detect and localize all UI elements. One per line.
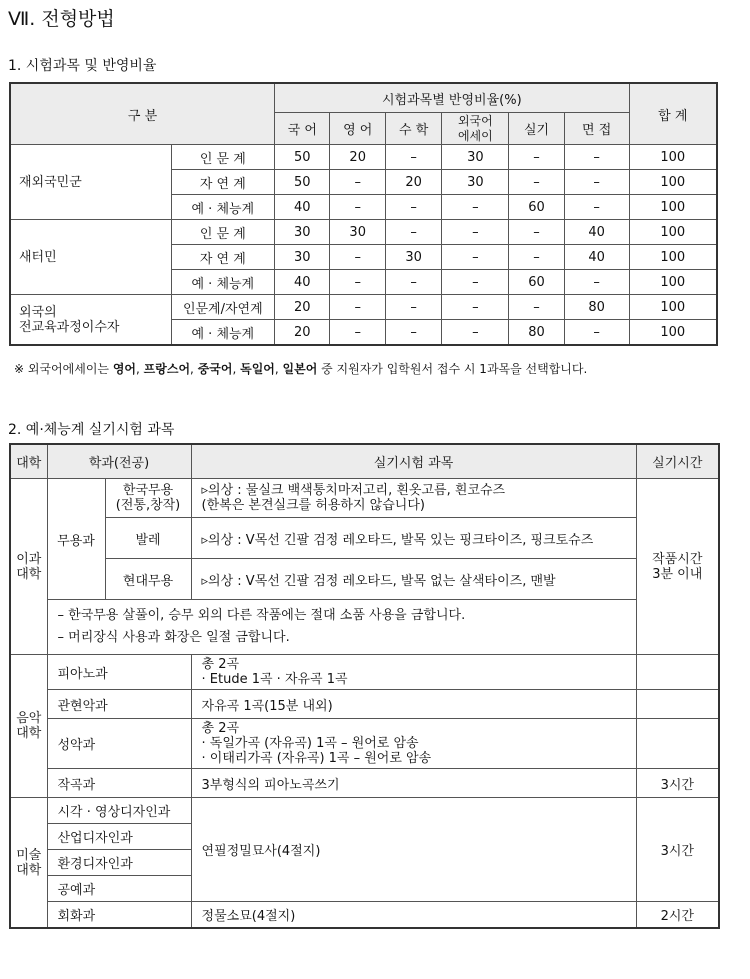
ratio-cell: – <box>330 320 385 346</box>
header-subject: 실기시험 과목 <box>191 444 636 479</box>
track-cell: 예 · 체능계 <box>171 195 275 220</box>
total-cell: 100 <box>629 170 717 195</box>
header-total: 합 계 <box>629 83 717 145</box>
total-cell: 100 <box>629 195 717 220</box>
ratio-cell: – <box>385 270 441 295</box>
ratio-cell: – <box>509 145 564 170</box>
ratio-cell: 40 <box>564 220 629 245</box>
ratio-cell: – <box>442 195 509 220</box>
ratio-cell: 30 <box>275 245 330 270</box>
ratio-cell: 80 <box>564 295 629 320</box>
track-cell: 예 · 체능계 <box>171 320 275 346</box>
header-ratio: 시험과목별 반영비율(%) <box>275 83 630 113</box>
dance-notes: – 한국무용 살풀이, 승무 외의 다른 작품에는 절대 소품 사용을 금합니다. – 머리장식 사용과 화장은 일절 금합니다. <box>47 600 636 655</box>
dept-cell: 공예과 <box>47 876 191 902</box>
ratio-cell: 20 <box>275 320 330 346</box>
track-cell: 자 연 계 <box>171 170 275 195</box>
subject-cell: 총 2곡 · 독일가곡 (자유곡) 1곡 – 원어로 암송 · 이태리가곡 (자유곡) 1곡 – 원어로 암송 <box>191 719 636 769</box>
ratio-cell: – <box>564 170 629 195</box>
ratio-cell: 40 <box>275 270 330 295</box>
group-cell: 재외국민군 <box>10 145 171 220</box>
costume-cell: ▹의상 : V목선 긴팔 검정 레오타드, 발목 없는 살색타이즈, 맨발 <box>191 559 636 600</box>
ratio-table <box>9 82 718 346</box>
dept-cell: 작곡과 <box>47 769 191 798</box>
time-cell: 3시간 <box>636 798 719 902</box>
track-cell: 인 문 계 <box>171 220 275 245</box>
ratio-cell: – <box>564 320 629 346</box>
ratio-cell: – <box>330 270 385 295</box>
dept-cell: 환경디자인과 <box>47 850 191 876</box>
note-text: ※ 외국어에세이는 <box>14 362 113 376</box>
ratio-cell: – <box>442 320 509 346</box>
time-cell <box>636 690 719 719</box>
note-separator: , <box>274 362 283 376</box>
subject-cell: 3부형식의 피아노곡쓰기 <box>191 769 636 798</box>
ratio-cell: – <box>564 195 629 220</box>
ratio-cell: 30 <box>385 245 441 270</box>
track-cell: 인 문 계 <box>171 145 275 170</box>
group-cell: 외국의 전교육과정이수자 <box>10 295 171 346</box>
header-time: 실기시간 <box>636 444 719 479</box>
ratio-cell: – <box>330 170 385 195</box>
ratio-cell: – <box>509 220 564 245</box>
note-language: 프랑스어 <box>143 362 191 376</box>
ratio-cell: – <box>442 245 509 270</box>
header-subject: 국 어 <box>275 113 330 145</box>
time-cell <box>636 655 719 690</box>
practical-exam-table <box>9 443 720 929</box>
essay-note <box>14 360 587 377</box>
ratio-cell: 40 <box>275 195 330 220</box>
section1-heading: 1. 시험과목 및 반영비율 <box>8 58 157 74</box>
major-cell: 발레 <box>105 518 191 559</box>
ratio-cell: 60 <box>509 195 564 220</box>
track-cell: 예 · 체능계 <box>171 270 275 295</box>
ratio-cell: – <box>509 170 564 195</box>
major-cell: 한국무용 (전통,창작) <box>105 479 191 518</box>
ratio-cell: 20 <box>385 170 441 195</box>
time-cell <box>636 719 719 769</box>
header-subject: 실기 <box>509 113 564 145</box>
costume-cell: ▹의상 : 물실크 백색통치마저고리, 흰옷고름, 흰코슈즈 (한복은 본견실크를 허용하지 않습니다) <box>191 479 636 518</box>
ratio-cell: – <box>564 270 629 295</box>
dept-cell: 무용과 <box>47 479 105 600</box>
subject-cell: 정물소묘(4절지) <box>191 902 636 929</box>
ratio-cell: – <box>442 220 509 245</box>
time-cell: 3시간 <box>636 769 719 798</box>
ratio-cell: – <box>330 245 385 270</box>
header-subject: 면 접 <box>564 113 629 145</box>
dept-cell: 관현악과 <box>47 690 191 719</box>
ratio-cell: 20 <box>275 295 330 320</box>
ratio-cell: 40 <box>564 245 629 270</box>
ratio-cell: – <box>385 195 441 220</box>
ratio-cell: 30 <box>442 170 509 195</box>
note-language: 독일어 <box>240 362 275 376</box>
ratio-cell: – <box>509 245 564 270</box>
track-cell: 인문계/자연계 <box>171 295 275 320</box>
note-text: 중 지원자가 입학원서 접수 시 1과목을 선택합니다. <box>317 362 588 376</box>
time-cell: 작품시간 3분 이내 <box>636 479 719 655</box>
note-separator: , <box>136 362 144 376</box>
total-cell: 100 <box>629 220 717 245</box>
costume-cell: ▹의상 : V목선 긴팔 검정 레오타드, 발목 있는 핑크타이즈, 핑크토슈즈 <box>191 518 636 559</box>
ratio-cell: 20 <box>330 145 385 170</box>
ratio-cell: 80 <box>509 320 564 346</box>
dept-cell: 성악과 <box>47 719 191 769</box>
dept-cell: 산업디자인과 <box>47 824 191 850</box>
ratio-cell: – <box>442 270 509 295</box>
note-language: 일본어 <box>282 362 318 376</box>
major-cell: 현대무용 <box>105 559 191 600</box>
dept-cell: 시각 · 영상디자인과 <box>47 798 191 824</box>
ratio-cell: 30 <box>330 220 385 245</box>
header-subject: 수 학 <box>385 113 441 145</box>
ratio-cell: – <box>385 320 441 346</box>
header-group: 구 분 <box>10 83 275 145</box>
note-separator: , <box>232 362 241 376</box>
header-dept: 학과(전공) <box>47 444 191 479</box>
note-separator: , <box>190 362 198 376</box>
total-cell: 100 <box>629 145 717 170</box>
ratio-cell: – <box>385 220 441 245</box>
ratio-cell: 50 <box>275 145 330 170</box>
total-cell: 100 <box>629 245 717 270</box>
college-cell: 미술 대학 <box>10 798 47 929</box>
ratio-cell: 60 <box>509 270 564 295</box>
college-cell: 이과 대학 <box>10 479 47 655</box>
ratio-cell: – <box>564 145 629 170</box>
total-cell: 100 <box>629 295 717 320</box>
ratio-cell: 50 <box>275 170 330 195</box>
header-subject: 외국어 에세이 <box>442 113 509 145</box>
dept-cell: 회화과 <box>47 902 191 929</box>
college-cell: 음악 대학 <box>10 655 47 798</box>
note-language: 영어 <box>112 362 137 376</box>
total-cell: 100 <box>629 270 717 295</box>
ratio-cell: – <box>442 295 509 320</box>
ratio-cell: – <box>385 295 441 320</box>
ratio-cell: – <box>330 195 385 220</box>
subject-cell: 연필정밀묘사(4절지) <box>191 798 636 902</box>
track-cell: 자 연 계 <box>171 245 275 270</box>
section2-heading: 2. 예·체능계 실기시험 과목 <box>8 422 175 438</box>
header-subject: 영 어 <box>330 113 385 145</box>
ratio-cell: – <box>330 295 385 320</box>
subject-cell: 총 2곡 · Etude 1곡 · 자유곡 1곡 <box>191 655 636 690</box>
group-cell: 새터민 <box>10 220 171 295</box>
total-cell: 100 <box>629 320 717 346</box>
time-cell: 2시간 <box>636 902 719 929</box>
ratio-cell: – <box>385 145 441 170</box>
ratio-cell: 30 <box>442 145 509 170</box>
page-title: Ⅶ. 전형방법 <box>8 8 115 30</box>
ratio-cell: – <box>509 295 564 320</box>
header-college: 대학 <box>10 444 47 479</box>
ratio-cell: 30 <box>275 220 330 245</box>
subject-cell: 자유곡 1곡(15분 내외) <box>191 690 636 719</box>
note-language: 중국어 <box>197 362 233 376</box>
dept-cell: 피아노과 <box>47 655 191 690</box>
